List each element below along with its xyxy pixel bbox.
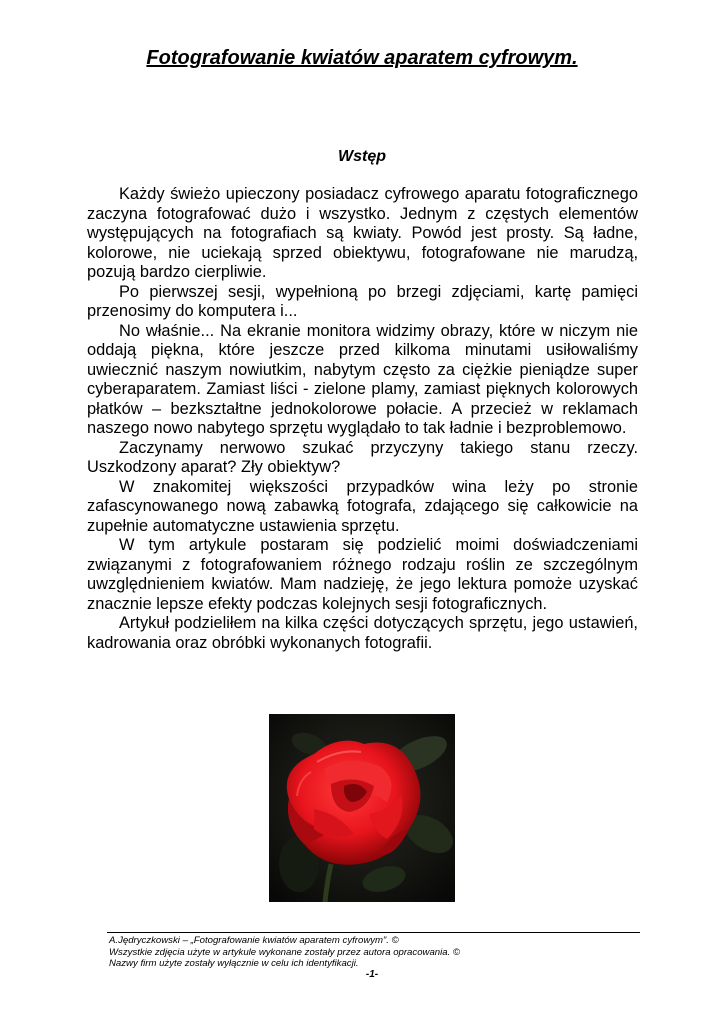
red-rose-photo (269, 714, 455, 902)
document-title: Fotografowanie kwiatów aparatem cyfrowym. (146, 47, 578, 69)
footer-trademark-line: Nazwy firm użyte zostały wyłącznie w celu ich identyfikacji. (109, 958, 359, 969)
paragraph: Zaczynamy nerwowo szukać przyczyny takiego stanu rzeczy. Uszkodzony aparat? Zły obiektyw? (87, 438, 638, 476)
rose-image (269, 714, 455, 902)
footer-copyright-line: A.Jędryczkowski – „Fotografowanie kwiatów aparatem cyfrowym”. © (109, 935, 399, 946)
footer (109, 935, 639, 970)
paragraph: Artykuł podzieliłem na kilka części dotyczących sprzętu, jego ustawień, kadrowania oraz obróbki wykonanych fotografii. (87, 614, 638, 652)
body-text (87, 185, 638, 653)
section-heading: Wstęp (338, 148, 386, 165)
page-number: -1- (365, 969, 379, 980)
paragraph: Po pierwszej sesji, wypełnioną po brzegi zdjęciami, kartę pamięci przenosimy do komputera i... (87, 282, 638, 320)
footer-divider (107, 932, 640, 933)
paragraph: W tym artykule postaram się podzielić moimi doświadczeniami związanymi z fotografowaniem różnego rodzaju roślin ze szczególnym uwzględnieniem kwiatów. Mam nadzieję, że jego lektura pomoże uzyskać znacznie lepsze efekty podczas kolejnych sesji fotograficznych. (87, 536, 638, 613)
footer-photo-credit-line: Wszystkie zdjęcia użyte w artykule wykonane zostały przez autora opracowania. © (109, 946, 460, 958)
paragraph: Każdy świeżo upieczony posiadacz cyfrowego aparatu fotograficznego zaczyna fotografować dużo i wszystko. Jednym z częstych elementów występujących na fotografiach są kwiaty. Powód jest prosty. Są ładne, kolorowe, nie uciekają sprzed obiektywu, fotografowane nie marudzą, pozują bardzo cierpliwie. (87, 185, 638, 281)
paragraph: No właśnie... Na ekranie monitora widzimy obrazy, które w niczym nie oddają piękna, które jeszcze przed kilkoma minutami usiłowaliśmy uwiecznić naszym nowiutkim, nabytym często za ciężkie pieniądze super cyberaparatem. Zamiast liści - zielone plamy, zamiast pięknych kolorowych płatków – bezkształtne jednokolorowe połacie. A przecież w reklamach naszego nowo nabytego sprzętu wyglądało to tak ładnie i bezproblemowo. (87, 321, 638, 437)
paragraph: W znakomitej większości przypadków wina leży po stronie zafascynowanego nową zabawką fotografa, zdającego się całkowicie na zupełnie automatyczne ustawienia sprzętu. (87, 477, 638, 535)
